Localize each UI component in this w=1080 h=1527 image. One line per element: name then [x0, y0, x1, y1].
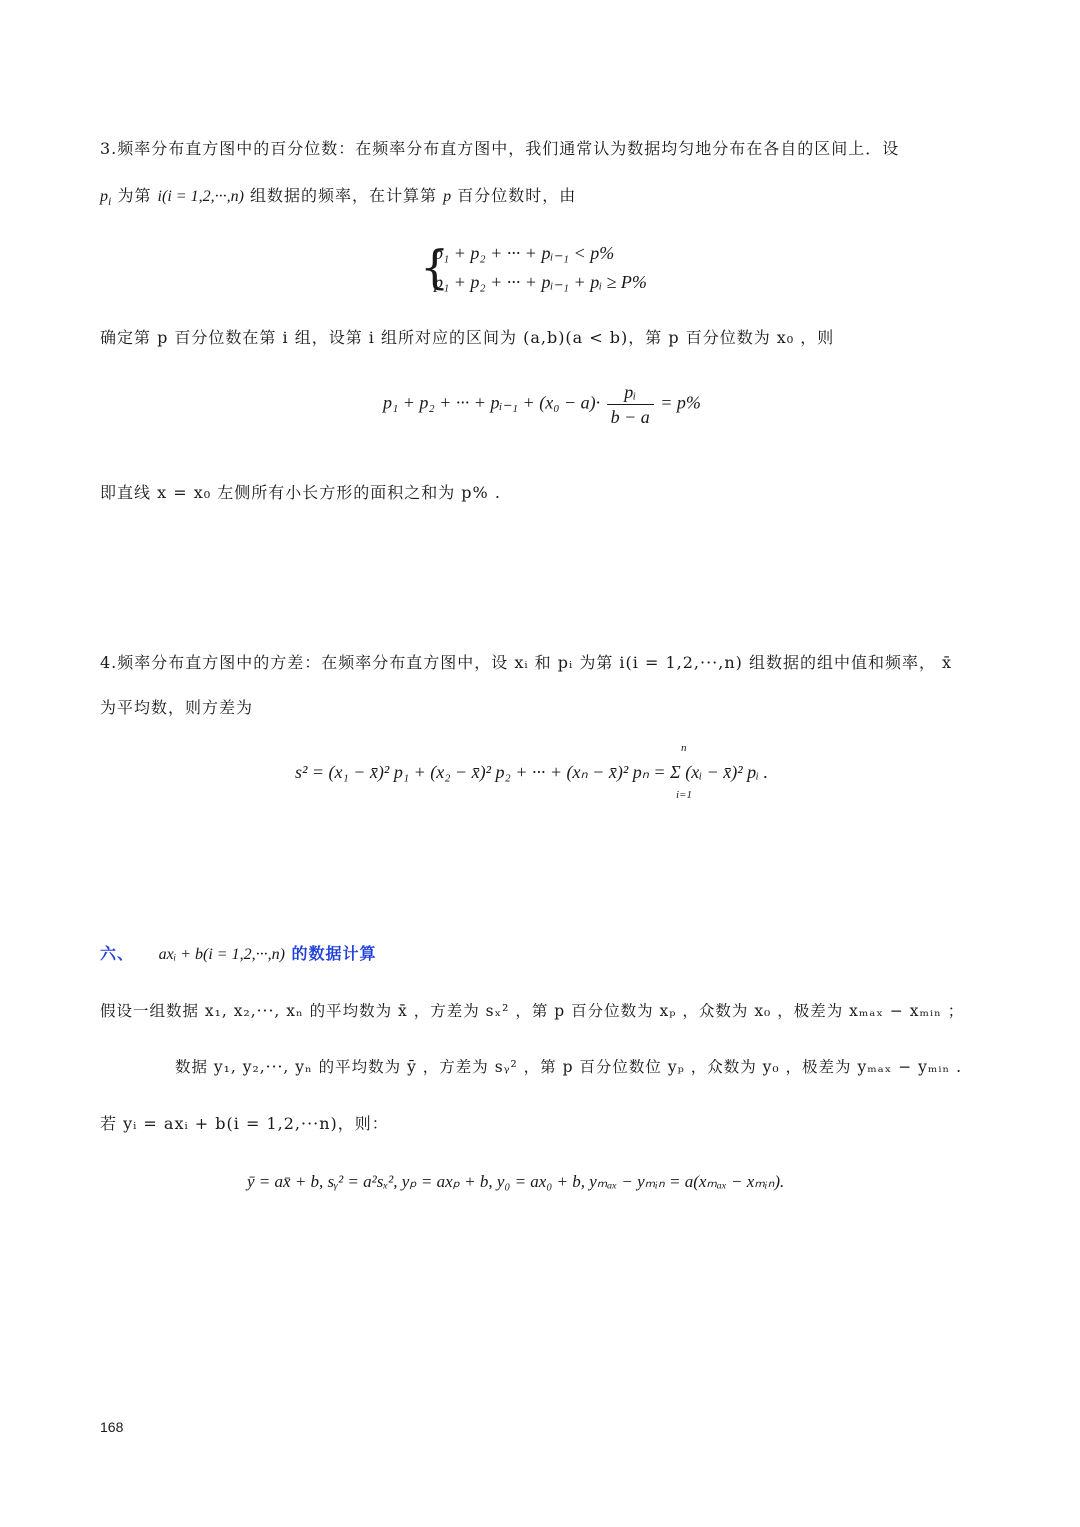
section4-line1: 4.频率分布直方图中的方差：在频率分布直方图中，设 xᵢ 和 pᵢ 为第 i(i = 1,2,···,n) 组数据的组中值和频率， x̄: [100, 653, 953, 672]
text-fragment: 为第: [117, 186, 152, 205]
sum-lower-limit: i=1: [676, 789, 692, 801]
section3-line4: 即直线 x = x₀ 左侧所有小长方形的面积之和为 p% .: [100, 483, 501, 502]
formula-right: = p%: [660, 392, 701, 413]
system-brace: {: [420, 240, 450, 294]
fraction: [607, 380, 654, 429]
section3-line2: $p_i$ 为第 i(i = 1,2,···,n) 组数据的频率，在计算第 p 百分位数时，由: [100, 186, 577, 209]
section3-line3: 确定第 p 百分位数在第 i 组，设第 i 组所对应的区间为 (a,b)(a < b)，第 p 百分位数为 x₀ ，则: [100, 328, 835, 347]
transform-formula: ȳ = ax̄ + b, sᵧ² = a²sₓ², yₚ = axₚ + b, y₀ = ax₀ + b, yₘₐₓ − yₘᵢₙ = a(xₘₐₓ − xₘᵢₙ).: [247, 1172, 785, 1191]
section6-line2: 数据 y₁, y₂,···, yₙ 的平均数为 ȳ ，方差为 sᵧ² ，第 p 百分位数位 yₚ ，众数为 y₀ ，极差为 yₘₐₓ − yₘᵢₙ .: [175, 1058, 963, 1076]
system-line-2: p₁ + p₂ + ··· + pᵢ₋₁ + pᵢ ≥ P%: [434, 272, 647, 292]
formula-left: p₁ + p₂ + ··· + pᵢ₋₁ + (x₀ − a)·: [383, 392, 601, 413]
text-fragment: 百分位数时，由: [457, 186, 577, 205]
fraction-numerator: pᵢ: [607, 380, 654, 405]
section6-heading: [100, 943, 1000, 966]
section6-line1: 假设一组数据 x₁, x₂,···, xₙ 的平均数为 x̄ ，方差为 sₓ² ，第 p 百分位数为 xₚ ，众数为 x₀ ，极差为 xₘₐₓ − xₘᵢₙ ；: [100, 1002, 965, 1020]
fraction-denominator: b − a: [610, 407, 650, 427]
index-range: i(i = 1,2,···,n): [157, 188, 244, 205]
system-line-1: p₁ + p₂ + ··· + pᵢ₋₁ < p%: [434, 243, 615, 263]
p-symbol: p: [443, 188, 452, 205]
section6-line3: 若 yᵢ = axᵢ + b(i = 1,2,···n)，则：: [100, 1114, 389, 1133]
heading-prefix: 六、: [100, 944, 135, 963]
text-fragment: 组数据的频率，在计算第: [249, 186, 437, 205]
variance-formula: s² = (x₁ − x̄)² p₁ + (x₂ − x̄)² p₂ + ··· + (xₙ − x̄)² pₙ = Σ (xᵢ − x̄)² pᵢ .: [295, 762, 768, 782]
p-i-symbol: p: [100, 188, 108, 205]
heading-math: axᵢ + b(i = 1,2,···,n): [158, 946, 285, 963]
heading-suffix: 的数据计算: [291, 944, 377, 963]
sum-upper-limit: n: [681, 742, 687, 754]
page-number: 168: [100, 1419, 124, 1435]
section4-line2: 为平均数，则方差为: [100, 698, 254, 717]
percentile-formula: [383, 380, 701, 429]
section3-line1: 3.频率分布直方图中的百分位数：在频率分布直方图中，我们通常认为数据均匀地分布在各自的区间上．设: [100, 139, 900, 158]
